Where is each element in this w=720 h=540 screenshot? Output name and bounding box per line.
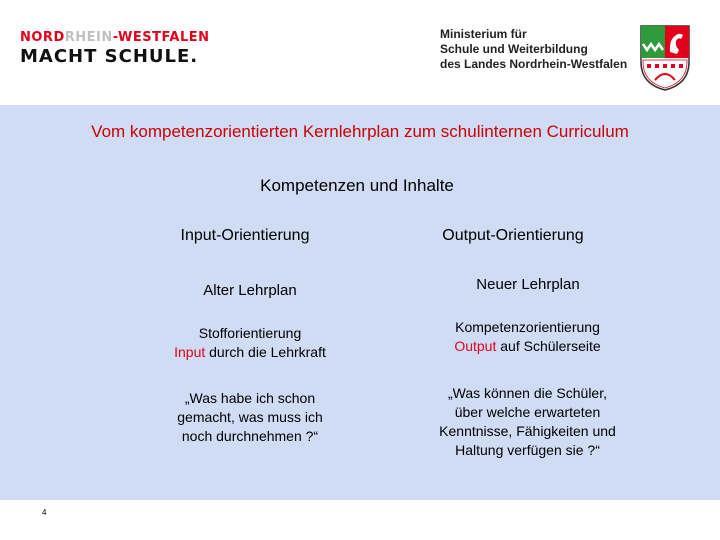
input-orientation-text [140, 324, 360, 362]
input-column-heading: Input-Orientierung [180, 227, 310, 244]
ministry-name [440, 27, 627, 72]
output-focus-rest: auf Schülerseite [496, 338, 601, 354]
output-column-heading: Output-Orientierung [442, 227, 584, 244]
output-highlight: Output [454, 338, 497, 354]
page-number: 4 [42, 508, 47, 517]
nrw-macht-schule-logo [20, 30, 210, 68]
nrw-coat-of-arms-icon [639, 24, 691, 92]
logo-part-nord: NORD [20, 30, 65, 45]
output-question [400, 384, 655, 460]
input-orientation-line: Stofforientierung [198, 325, 302, 341]
ministry-line: Schule und Weiterbildung [440, 42, 588, 56]
question-line: „Was können die Schüler, [447, 385, 607, 401]
input-highlight: Input [174, 344, 206, 360]
input-focus-line [140, 343, 360, 362]
ministry-line: Ministerium für [440, 27, 527, 41]
logo-part-rhein: RHEIN [64, 30, 113, 45]
output-orientation-text [410, 318, 645, 356]
header [0, 0, 720, 105]
logo-line-1 [20, 30, 210, 46]
old-plan-label: Alter Lehrplan [203, 282, 297, 299]
question-line: „Was habe ich schon [184, 390, 316, 406]
input-question [140, 389, 360, 446]
question-line: gemacht, was muss ich [177, 409, 323, 425]
question-line: noch durchnehmen ?“ [181, 428, 319, 444]
ministry-line: des Landes Nordrhein-Westfalen [440, 57, 628, 71]
output-orientation-line: Kompetenzorientierung [455, 319, 600, 335]
logo-line-2: MACHT SCHULE. [20, 46, 199, 67]
input-focus-rest: durch die Lehrkraft [205, 344, 326, 360]
logo-part-westfalen: -WESTFALEN [112, 30, 210, 45]
question-line: Haltung verfügen sie ?“ [455, 442, 600, 458]
question-line: Kenntnisse, Fähigkeiten und [439, 423, 616, 439]
question-line: über welche erwarteten [454, 404, 601, 420]
output-focus-line [410, 337, 645, 356]
slide-subtitle: Kompetenzen und Inhalte [260, 176, 454, 195]
new-plan-label: Neuer Lehrplan [476, 276, 580, 293]
slide-title: Vom kompetenzorientierten Kernlehrplan zum schulinternen Curriculum [91, 122, 629, 141]
